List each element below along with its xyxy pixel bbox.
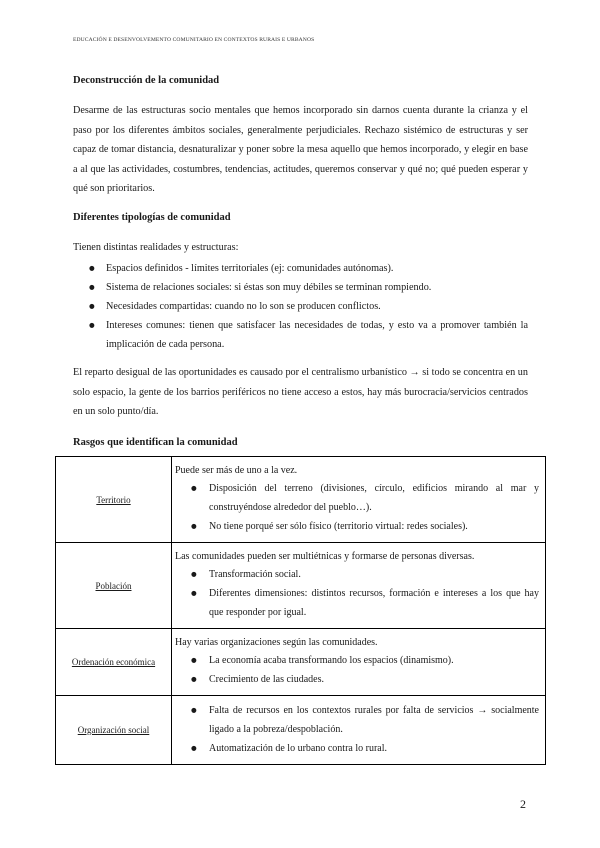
list-item: ● Disposición del terreno (divisiones, círculo, edificios mirando al mar y construyéndose alrededor del pueblo…). (209, 479, 539, 517)
table-row (56, 629, 546, 696)
list-item: ● Automatización de lo urbano contra lo rural. (209, 739, 539, 758)
page-content (73, 70, 528, 463)
row-bullets (175, 479, 539, 536)
page-number: 2 (520, 797, 526, 811)
row-lead-text: Las comunidades pueden ser multiétnicas y formarse de personas diversas. (175, 551, 475, 562)
paragraph-deconstruccion: Desarme de las estructuras socio mentales que hemos incorporado sin darnos cuenta durante la crianza y el paso por los diferentes ámbitos sociales, generalmente perjudiciales. Rechazo sistémico de estructuras y ser capaz de tomar distancia, desnaturalizar y poner sobre la mesa aquello que hemos incorporado, y elegir en base a al que las actividades, costumbres, tendencias, actitudes, queremos conservar y qué no; qué pueden esperar y qué son prioritarios. (73, 105, 528, 194)
paragraph-centralismo: El reparto desigual de las oportunidades es causado por el centralismo urbanístico → si todo se concentra en un solo espacio, la gente de los barrios periféricos no tiene acceso a estos, hay más burocracia/servicios centrados en un solo punto/día. (73, 367, 528, 417)
row-label-organizacion-social: Organización social (56, 696, 172, 765)
section-title-tipologias: Diferentes tipologías de comunidad (73, 211, 231, 223)
row-description (172, 457, 546, 543)
row-description (172, 696, 546, 765)
row-lead-text: Hay varias organizaciones según las comunidades. (175, 637, 378, 648)
section-title-deconstruccion: Deconstrucción de la comunidad (73, 75, 220, 86)
row-description (172, 629, 546, 696)
table-row (56, 543, 546, 629)
row-label-territorio: Territorio (56, 457, 172, 543)
list-item: ● Espacios definidos - límites territoriales (ej: comunidades autónomas). (106, 259, 528, 278)
list-item: ● Intereses comunes: tienen que satisfacer las necesidades de todas, y esto va a promover también la implicación de cada persona. (106, 316, 528, 354)
list-item: ● Falta de recursos en los contextos rurales por falta de servicios → socialmente ligado a la pobreza/despoblación. (209, 701, 539, 739)
running-header: EDUCACIÓN E DESENVOLVEMENTO COMUNITARIO EN CONTEXTOS RURAIS E URBANOS (73, 37, 315, 43)
tipologias-list (73, 259, 528, 354)
row-bullets (175, 701, 539, 758)
table-row (56, 457, 546, 543)
row-bullets (175, 651, 539, 689)
row-label-ordenacion-economica: Ordenación económica (56, 629, 172, 696)
list-item: ● Sistema de relaciones sociales: si éstas son muy débiles se terminan rompiendo. (106, 278, 528, 297)
row-lead-text: Puede ser más de uno a la vez. (175, 465, 298, 476)
rasgos-table (55, 456, 546, 765)
list-item: ● La economía acaba transformando los espacios (dinamismo). (209, 651, 539, 670)
list-item: ● No tiene porqué ser sólo físico (territorio virtual: redes sociales). (209, 517, 539, 536)
table-row (56, 696, 546, 765)
paragraph-tipologias-intro: Tienen distintas realidades y estructuras: (73, 241, 239, 253)
list-item: ● Diferentes dimensiones: distintos recursos, formación e intereses a los que hay que responder por igual. (209, 584, 539, 622)
list-item: ● Transformación social. (209, 565, 539, 584)
row-bullets (175, 565, 539, 622)
row-description (172, 543, 546, 629)
row-label-poblacion: Población (56, 543, 172, 629)
list-item: ● Necesidades compartidas: cuando no lo son se producen conflictos. (106, 297, 528, 316)
section-title-rasgos: Rasgos que identifican la comunidad (73, 436, 238, 448)
list-item: ● Crecimiento de las ciudades. (209, 670, 539, 689)
